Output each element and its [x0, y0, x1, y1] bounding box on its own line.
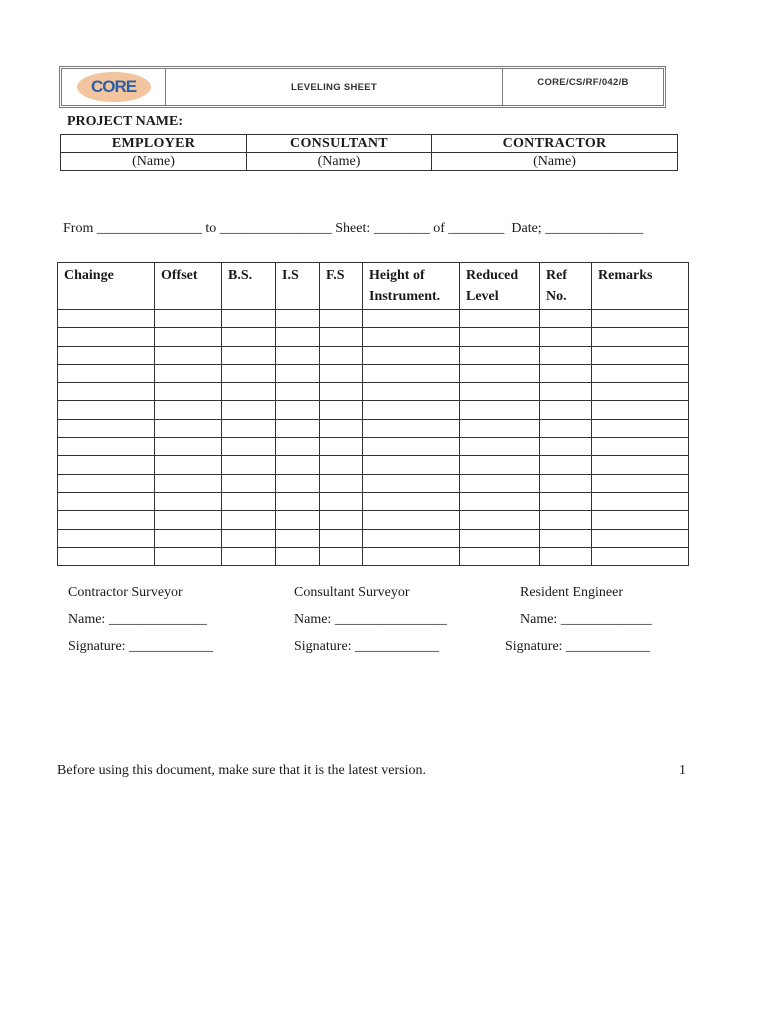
- table-cell: [276, 511, 320, 529]
- table-cell: [222, 401, 276, 419]
- col-ref-no: Ref No.: [540, 263, 592, 310]
- table-cell: [540, 364, 592, 382]
- table-cell: [363, 383, 460, 401]
- table-cell: [276, 401, 320, 419]
- table-cell: [540, 547, 592, 565]
- table-cell: [540, 529, 592, 547]
- table-cell: [155, 328, 222, 346]
- table-cell: [155, 310, 222, 328]
- col-remarks: Remarks: [592, 263, 689, 310]
- table-cell: [222, 419, 276, 437]
- table-cell: [460, 419, 540, 437]
- table-cell: [540, 346, 592, 364]
- table-cell: [222, 328, 276, 346]
- table-cell: [222, 346, 276, 364]
- table-cell: [540, 310, 592, 328]
- table-cell: [155, 529, 222, 547]
- table-cell: [58, 383, 155, 401]
- document-header: [59, 66, 666, 108]
- leveling-table: [57, 262, 689, 566]
- table-cell: [58, 547, 155, 565]
- table-cell: [276, 492, 320, 510]
- table-cell: [460, 346, 540, 364]
- table-cell: [592, 328, 689, 346]
- table-cell: [155, 364, 222, 382]
- table-cell: [58, 456, 155, 474]
- table-cell: [592, 364, 689, 382]
- employer-name: (Name): [61, 153, 247, 171]
- consultant-surveyor-signature: Signature: ____________: [294, 639, 440, 654]
- table-cell: [540, 383, 592, 401]
- table-cell: [460, 310, 540, 328]
- table-row: [58, 346, 689, 364]
- consultant-header: CONSULTANT: [247, 135, 432, 153]
- table-cell: [222, 511, 276, 529]
- table-cell: [363, 419, 460, 437]
- consultant-surveyor-title: Consultant Surveyor: [294, 585, 410, 600]
- table-cell: [592, 346, 689, 364]
- table-cell: [320, 547, 363, 565]
- table-cell: [592, 456, 689, 474]
- table-cell: [363, 310, 460, 328]
- table-cell: [592, 547, 689, 565]
- table-cell: [276, 383, 320, 401]
- table-cell: [592, 474, 689, 492]
- table-cell: [222, 529, 276, 547]
- table-cell: [540, 511, 592, 529]
- table-cell: [320, 419, 363, 437]
- table-cell: [58, 328, 155, 346]
- table-cell: [363, 364, 460, 382]
- consultant-name: (Name): [247, 153, 432, 171]
- table-row: [58, 492, 689, 510]
- col-offset: Offset: [155, 263, 222, 310]
- table-cell: [540, 401, 592, 419]
- employer-header: EMPLOYER: [61, 135, 247, 153]
- table-cell: [276, 328, 320, 346]
- contractor-surveyor-signature: Signature: ____________: [68, 639, 214, 654]
- parties-table: [60, 134, 678, 171]
- table-cell: [592, 511, 689, 529]
- document-title: LEVELING SHEET: [166, 69, 503, 105]
- table-cell: [320, 529, 363, 547]
- table-cell: [276, 547, 320, 565]
- contractor-surveyor-name: Name: ______________: [68, 612, 207, 627]
- table-cell: [363, 346, 460, 364]
- col-bs: B.S.: [222, 263, 276, 310]
- table-cell: [592, 310, 689, 328]
- table-row: [58, 511, 689, 529]
- table-cell: [155, 438, 222, 456]
- table-cell: [363, 529, 460, 547]
- table-cell: [363, 328, 460, 346]
- table-cell: [58, 492, 155, 510]
- table-cell: [363, 492, 460, 510]
- table-cell: [58, 401, 155, 419]
- table-cell: [460, 492, 540, 510]
- col-chainge: Chainge: [58, 263, 155, 310]
- table-row: [58, 456, 689, 474]
- table-row: [58, 401, 689, 419]
- table-cell: [460, 474, 540, 492]
- resident-engineer-title: Resident Engineer: [520, 585, 624, 600]
- table-cell: [320, 310, 363, 328]
- table-cell: [155, 456, 222, 474]
- table-cell: [276, 364, 320, 382]
- table-cell: [540, 456, 592, 474]
- table-cell: [320, 456, 363, 474]
- table-cell: [155, 419, 222, 437]
- table-cell: [592, 401, 689, 419]
- table-cell: [540, 328, 592, 346]
- col-fs: F.S: [320, 263, 363, 310]
- table-cell: [276, 456, 320, 474]
- leveling-table-body: [58, 310, 689, 566]
- table-row: [58, 328, 689, 346]
- table-cell: [58, 419, 155, 437]
- document-code: CORE/CS/RF/042/B: [537, 76, 629, 88]
- table-cell: [320, 328, 363, 346]
- table-cell: [460, 364, 540, 382]
- table-cell: [592, 438, 689, 456]
- table-cell: [540, 492, 592, 510]
- resident-engineer-name: Name: _____________: [520, 612, 652, 627]
- table-cell: [320, 511, 363, 529]
- table-cell: [363, 547, 460, 565]
- table-cell: [460, 511, 540, 529]
- table-cell: [222, 310, 276, 328]
- table-cell: [460, 328, 540, 346]
- footer-note: Before using this document, make sure that it is the latest version.: [57, 763, 426, 778]
- table-cell: [460, 401, 540, 419]
- table-cell: [222, 364, 276, 382]
- table-cell: [540, 419, 592, 437]
- table-cell: [540, 438, 592, 456]
- table-cell: [276, 310, 320, 328]
- contractor-header: CONTRACTOR: [432, 135, 678, 153]
- table-cell: [222, 492, 276, 510]
- table-cell: [460, 438, 540, 456]
- table-cell: [320, 364, 363, 382]
- table-cell: [276, 438, 320, 456]
- table-cell: [155, 346, 222, 364]
- table-row: [58, 419, 689, 437]
- table-row: [58, 529, 689, 547]
- table-cell: [222, 383, 276, 401]
- table-cell: [363, 456, 460, 474]
- table-cell: [155, 511, 222, 529]
- table-cell: [592, 492, 689, 510]
- table-row: [58, 474, 689, 492]
- table-cell: [363, 474, 460, 492]
- company-logo: CORE: [77, 72, 151, 102]
- table-cell: [460, 547, 540, 565]
- table-cell: [592, 383, 689, 401]
- contractor-surveyor-title: Contractor Surveyor: [68, 585, 183, 600]
- table-row: [58, 383, 689, 401]
- table-cell: [363, 438, 460, 456]
- table-cell: [58, 364, 155, 382]
- sheet-range-line: From _______________ to ________________ Sheet: ________ of ________ Date; ______________: [63, 221, 644, 236]
- table-cell: [222, 547, 276, 565]
- table-cell: [363, 401, 460, 419]
- table-cell: [58, 511, 155, 529]
- table-cell: [320, 401, 363, 419]
- table-cell: [58, 529, 155, 547]
- table-cell: [320, 383, 363, 401]
- table-cell: [592, 419, 689, 437]
- table-cell: [155, 547, 222, 565]
- table-cell: [320, 474, 363, 492]
- table-cell: [540, 474, 592, 492]
- table-cell: [155, 492, 222, 510]
- col-reduced-level: Reduced Level: [460, 263, 540, 310]
- table-cell: [155, 383, 222, 401]
- table-row: [58, 438, 689, 456]
- table-cell: [58, 346, 155, 364]
- table-cell: [320, 492, 363, 510]
- contractor-name: (Name): [432, 153, 678, 171]
- table-row: [58, 547, 689, 565]
- project-name-label: PROJECT NAME:: [67, 114, 184, 129]
- resident-engineer-signature: Signature: ____________: [505, 639, 651, 654]
- table-cell: [222, 456, 276, 474]
- page-number: 1: [679, 763, 686, 778]
- table-cell: [276, 474, 320, 492]
- table-cell: [155, 401, 222, 419]
- table-cell: [276, 419, 320, 437]
- table-cell: [320, 438, 363, 456]
- table-cell: [58, 474, 155, 492]
- col-is: I.S: [276, 263, 320, 310]
- table-cell: [276, 346, 320, 364]
- consultant-surveyor-name: Name: ________________: [294, 612, 447, 627]
- table-cell: [222, 474, 276, 492]
- table-cell: [320, 346, 363, 364]
- table-cell: [460, 383, 540, 401]
- table-cell: [460, 456, 540, 474]
- table-cell: [155, 474, 222, 492]
- table-cell: [460, 529, 540, 547]
- table-cell: [222, 438, 276, 456]
- table-row: [58, 310, 689, 328]
- table-cell: [592, 529, 689, 547]
- col-height-of-instrument: Height of Instrument.: [363, 263, 460, 310]
- table-cell: [58, 438, 155, 456]
- table-row: [58, 364, 689, 382]
- logo-cell: [62, 69, 166, 105]
- table-cell: [276, 529, 320, 547]
- table-cell: [363, 511, 460, 529]
- table-cell: [58, 310, 155, 328]
